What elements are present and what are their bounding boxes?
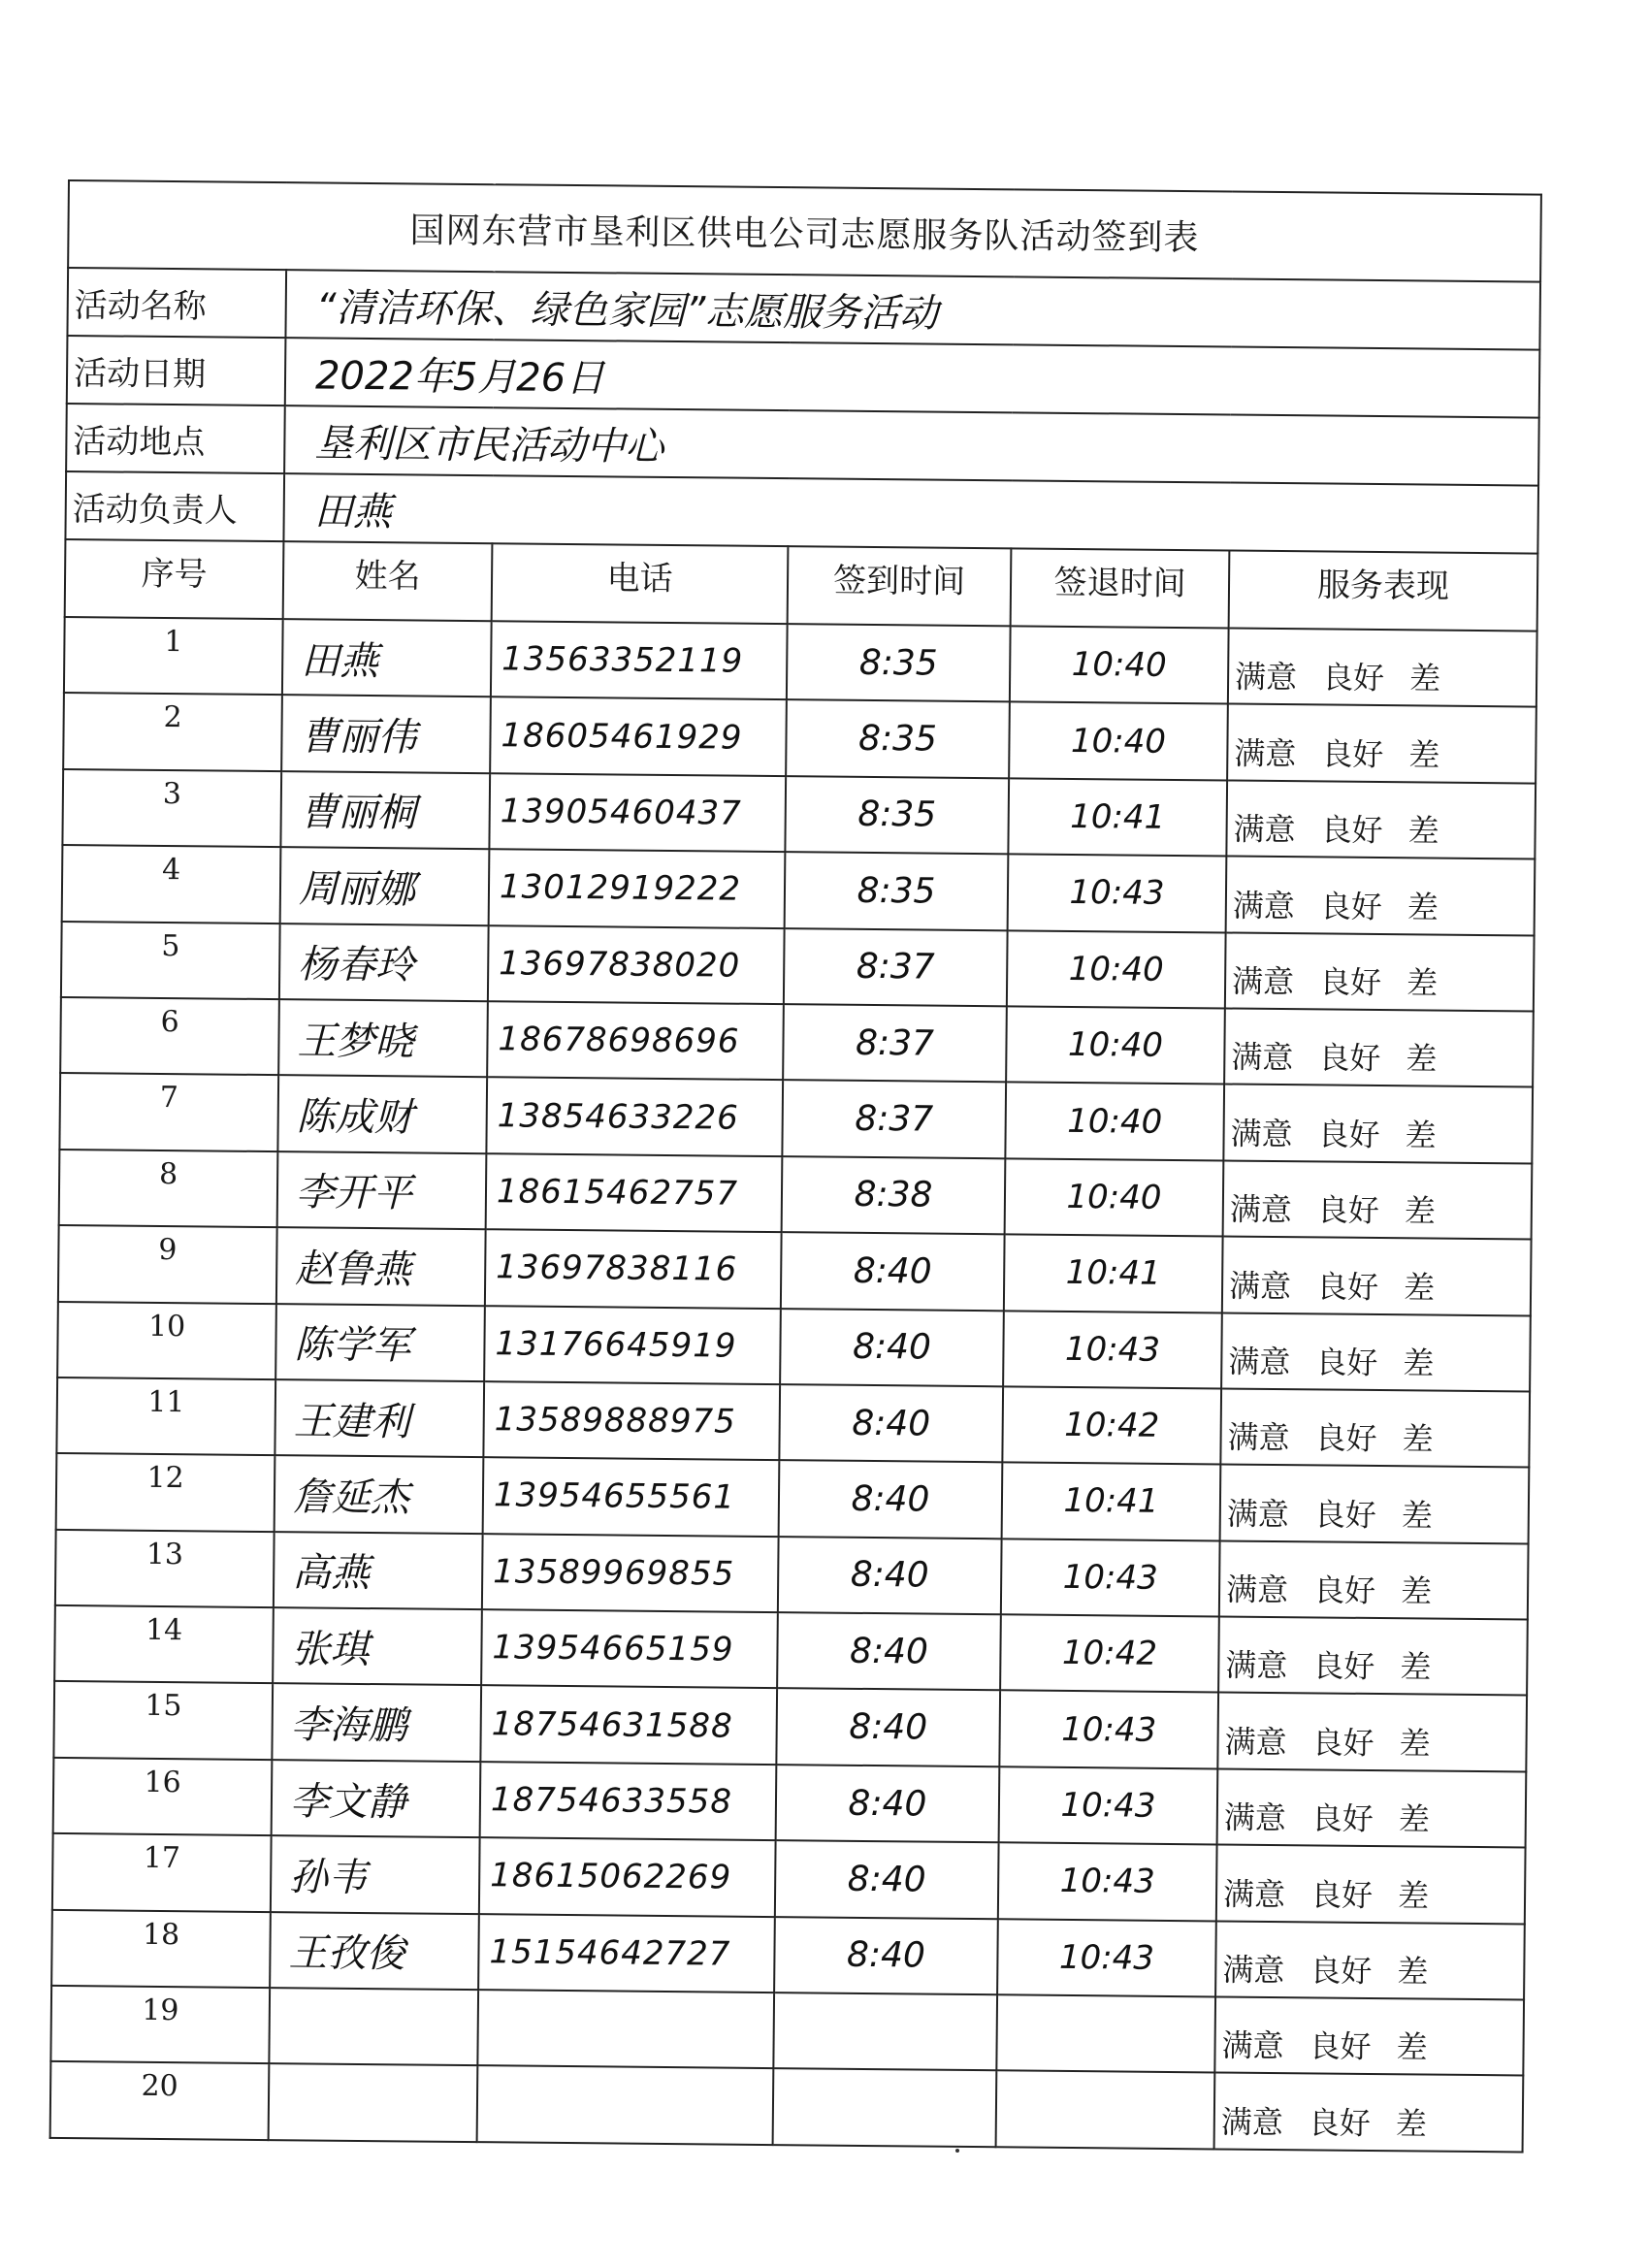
performance-option[interactable]: 良好 [1313, 1496, 1377, 1534]
sign-out-time: 10:41 [1004, 1234, 1223, 1312]
sign-out-time: 10:42 [1002, 1386, 1221, 1465]
activity-date-value: 2022年5月26日 [285, 338, 1540, 417]
performance-option[interactable]: 差 [1398, 1800, 1431, 1838]
attendee-name: 陈学军 [275, 1304, 485, 1381]
performance-option[interactable]: 差 [1401, 1496, 1434, 1535]
performance-options [1215, 1921, 1525, 1999]
performance-option[interactable]: 良好 [1317, 1116, 1380, 1153]
performance-option[interactable]: 差 [1402, 1420, 1434, 1458]
performance-options [1226, 857, 1536, 935]
performance-options [1226, 780, 1536, 859]
performance-options [1222, 1237, 1532, 1315]
performance-option[interactable]: 满意 [1234, 734, 1297, 772]
row-number: 17 [52, 1833, 272, 1912]
performance-option[interactable]: 满意 [1224, 1723, 1287, 1761]
performance-option[interactable]: 良好 [1312, 1647, 1375, 1686]
sign-in-time: 8:40 [779, 1384, 1003, 1463]
attendee-name: 李文静 [272, 1760, 481, 1837]
sign-in-time: 8:40 [774, 1917, 998, 1995]
row-number: 6 [60, 997, 279, 1076]
performance-option[interactable]: 良好 [1315, 1267, 1379, 1306]
table-row [56, 1377, 1530, 1468]
performance-option[interactable]: 差 [1397, 1953, 1429, 1991]
performance-option[interactable]: 满意 [1225, 1571, 1289, 1609]
attendee-name: 杨春玲 [279, 923, 489, 1001]
performance-option[interactable]: 满意 [1231, 962, 1295, 1001]
performance-option[interactable]: 差 [1407, 812, 1439, 850]
performance-options [1214, 1996, 1524, 2075]
table-row [56, 1453, 1530, 1543]
sign-in-time: 8:35 [785, 852, 1009, 930]
activity-leader-value: 田燕 [283, 473, 1538, 553]
performance-options [1223, 1085, 1533, 1163]
performance-option[interactable]: 差 [1400, 1648, 1432, 1687]
attendee-phone: 13589888975 [483, 1381, 780, 1460]
form-title: 国网东营市垦利区供电公司志愿服务队活动签到表 [68, 180, 1541, 282]
performance-option[interactable]: 差 [1406, 1040, 1438, 1078]
column-header-performance: 服务表现 [1229, 551, 1538, 632]
performance-option[interactable]: 差 [1403, 1268, 1436, 1307]
table-row [63, 693, 1536, 783]
attendee-phone: 13563352119 [491, 621, 788, 699]
row-number: 5 [61, 922, 280, 1000]
sign-in-time [773, 2068, 997, 2147]
row-number: 4 [62, 845, 281, 923]
sign-out-time [996, 1994, 1215, 2073]
attendee-name [269, 1988, 478, 2065]
activity-leader-label: 活动负责人 [65, 471, 284, 541]
sign-in-time: 8:35 [787, 624, 1011, 702]
performance-options [1224, 1008, 1534, 1086]
attendee-phone: 13954655561 [483, 1457, 780, 1536]
performance-option[interactable]: 满意 [1226, 1495, 1290, 1533]
sign-in-table [49, 179, 1542, 2153]
performance-option[interactable]: 良好 [1309, 2027, 1372, 2066]
attendee-name: 李开平 [277, 1151, 487, 1229]
performance-option[interactable]: 满意 [1220, 2103, 1284, 2141]
sign-out-time: 10:41 [1002, 1463, 1221, 1541]
performance-options [1214, 2073, 1524, 2152]
attendee-phone: 13854633226 [486, 1078, 783, 1156]
row-number: 18 [51, 1910, 271, 1989]
activity-place-label: 活动地点 [66, 404, 285, 473]
performance-options [1223, 1160, 1533, 1239]
sign-in-time: 8:40 [779, 1460, 1003, 1539]
performance-option[interactable]: 满意 [1234, 658, 1298, 697]
performance-options [1217, 1693, 1527, 1771]
sign-in-sheet [50, 179, 1540, 2143]
sign-in-time: 8:40 [776, 1765, 1000, 1843]
attendee-phone: 18615062269 [479, 1837, 776, 1916]
performance-option[interactable]: 差 [1408, 660, 1441, 697]
sign-in-time: 8:40 [781, 1232, 1005, 1311]
performance-option[interactable]: 差 [1406, 964, 1439, 1002]
attendee-phone: 13697838116 [485, 1229, 782, 1308]
performance-option[interactable]: 良好 [1316, 1191, 1380, 1230]
sign-in-time: 8:37 [784, 928, 1008, 1007]
sign-in-time: 8:40 [776, 1689, 1000, 1767]
table-row [50, 2061, 1524, 2152]
performance-options [1228, 629, 1537, 707]
sign-out-time: 10:41 [1008, 778, 1227, 857]
attendee-name: 陈成财 [277, 1075, 487, 1152]
table-row [64, 617, 1537, 707]
sign-in-time: 8:35 [785, 776, 1009, 855]
attendee-name: 赵鲁燕 [276, 1227, 486, 1305]
attendee-phone: 13012919222 [489, 849, 786, 927]
row-number: 1 [64, 617, 283, 696]
sign-in-time: 8:35 [786, 700, 1010, 779]
attendee-phone: 13905460437 [489, 773, 786, 852]
performance-option[interactable]: 良好 [1318, 963, 1382, 1001]
row-number: 8 [59, 1150, 278, 1228]
attendee-phone: 18754631588 [480, 1686, 777, 1765]
row-number: 10 [57, 1301, 276, 1379]
performance-options [1225, 932, 1535, 1011]
table-row [62, 769, 1536, 859]
attendee-name: 李海鹏 [272, 1684, 481, 1762]
performance-option[interactable]: 差 [1400, 1572, 1433, 1610]
performance-options [1220, 1388, 1530, 1467]
sign-out-time: 10:43 [999, 1691, 1218, 1769]
sign-in-time: 8:40 [775, 1840, 999, 1919]
activity-date-label: 活动日期 [67, 336, 286, 405]
attendee-name: 王孜俊 [270, 1912, 479, 1990]
performance-option[interactable]: 满意 [1233, 810, 1296, 849]
sign-out-time: 10:40 [1006, 1006, 1225, 1085]
sign-out-time: 10:40 [1007, 930, 1226, 1009]
table-row [62, 845, 1536, 935]
row-number: 15 [53, 1681, 273, 1760]
row-number: 12 [56, 1453, 275, 1532]
row-number: 9 [58, 1225, 277, 1304]
row-number: 7 [59, 1073, 278, 1151]
performance-option[interactable]: 满意 [1228, 1267, 1292, 1305]
row-number: 13 [55, 1530, 275, 1608]
attendee-phone: 15154642727 [478, 1914, 775, 1993]
performance-option[interactable]: 良好 [1314, 1419, 1377, 1458]
sign-out-time: 10:40 [1005, 1158, 1224, 1237]
sign-in-time: 8:40 [777, 1612, 1001, 1691]
attendee-phone: 13954665159 [481, 1609, 778, 1688]
performance-options [1219, 1540, 1529, 1619]
table-row [53, 1758, 1527, 1848]
attendee-phone: 18605461929 [490, 697, 787, 776]
sign-out-time: 10:42 [1000, 1614, 1219, 1693]
performance-option[interactable]: 满意 [1227, 1418, 1290, 1457]
activity-name-value: “清洁环保、绿色家园”志愿服务活动 [285, 270, 1540, 349]
sign-in-time: 8:40 [778, 1537, 1002, 1615]
performance-option[interactable]: 差 [1408, 736, 1440, 774]
sign-out-time: 10:43 [1008, 855, 1227, 933]
performance-option[interactable]: 良好 [1321, 735, 1384, 773]
attendee-phone: 18678698696 [487, 1001, 784, 1080]
performance-option[interactable]: 满意 [1232, 887, 1296, 924]
performance-option[interactable]: 满意 [1230, 1115, 1293, 1152]
performance-option[interactable]: 差 [1404, 1192, 1437, 1230]
performance-option[interactable]: 良好 [1319, 887, 1383, 925]
table-row [55, 1530, 1529, 1620]
table-row [59, 1073, 1533, 1163]
row-number: 2 [63, 693, 282, 771]
attendee-phone: 13697838020 [488, 925, 785, 1004]
sign-out-time: 10:40 [1009, 702, 1228, 781]
performance-option[interactable]: 良好 [1318, 1039, 1381, 1078]
performance-option[interactable]: 差 [1397, 1876, 1430, 1915]
performance-options [1217, 1768, 1527, 1847]
performance-option[interactable]: 差 [1406, 888, 1439, 926]
performance-option[interactable]: 满意 [1223, 1798, 1287, 1837]
table-row [58, 1225, 1532, 1315]
performance-option[interactable]: 满意 [1222, 1875, 1286, 1913]
performance-option[interactable]: 良好 [1310, 1799, 1374, 1838]
sign-in-time: 8:40 [780, 1309, 1004, 1387]
performance-option[interactable]: 良好 [1315, 1344, 1378, 1381]
column-header-no: 序号 [65, 539, 284, 619]
performance-option[interactable]: 差 [1396, 2028, 1428, 2066]
performance-option[interactable]: 差 [1405, 1117, 1437, 1154]
performance-option[interactable]: 良好 [1321, 659, 1385, 697]
attendee-name [269, 2064, 478, 2142]
row-number: 14 [54, 1605, 274, 1684]
column-header-sign-out: 签退时间 [1011, 548, 1230, 628]
performance-options [1220, 1465, 1530, 1543]
attendee-name: 周丽娜 [280, 847, 490, 924]
sign-out-time: 10:43 [999, 1766, 1218, 1845]
performance-option[interactable]: 差 [1395, 2105, 1428, 2143]
sign-in-time: 8:37 [783, 1004, 1007, 1083]
performance-option[interactable]: 良好 [1310, 1876, 1374, 1914]
attendee-phone: 18754633558 [480, 1762, 777, 1840]
performance-option[interactable]: 良好 [1312, 1571, 1376, 1610]
attendee-name: 詹延杰 [275, 1455, 484, 1533]
performance-option[interactable]: 差 [1403, 1345, 1435, 1382]
table-row [54, 1605, 1528, 1696]
column-header-name: 姓名 [283, 541, 493, 621]
attendee-name: 曹丽桐 [280, 771, 490, 849]
performance-option[interactable]: 满意 [1225, 1646, 1288, 1685]
table-row [57, 1301, 1531, 1391]
performance-option[interactable]: 满意 [1228, 1343, 1291, 1381]
table-row [60, 997, 1534, 1087]
sign-out-time: 10:43 [998, 1843, 1217, 1922]
attendee-name: 张琪 [273, 1607, 482, 1685]
attendee-name: 王建利 [275, 1379, 484, 1457]
column-header-phone: 电话 [492, 543, 789, 624]
attendee-phone: 13176645919 [484, 1306, 781, 1384]
column-header-sign-in: 签到时间 [788, 546, 1012, 626]
row-number: 3 [62, 769, 281, 848]
attendee-name: 田燕 [282, 619, 492, 697]
performance-option[interactable]: 差 [1399, 1725, 1431, 1763]
table-row [53, 1681, 1527, 1771]
table-row [50, 1986, 1524, 2076]
performance-option[interactable]: 良好 [1310, 1952, 1373, 1991]
performance-option[interactable]: 满意 [1222, 1951, 1285, 1990]
performance-option[interactable]: 满意 [1229, 1190, 1293, 1229]
sign-out-time: 10:43 [1003, 1311, 1222, 1389]
table-row [51, 1910, 1525, 2000]
attendee-name: 高燕 [274, 1532, 483, 1609]
table-row [59, 1150, 1533, 1240]
performance-option[interactable]: 满意 [1231, 1038, 1294, 1077]
sign-in-time: 8:38 [782, 1156, 1006, 1235]
sign-out-time [996, 2071, 1215, 2150]
table-row [61, 922, 1535, 1012]
performance-options [1216, 1845, 1526, 1924]
attendee-name: 王梦晓 [278, 999, 488, 1077]
attendee-name: 孙韦 [271, 1835, 480, 1913]
attendee-phone: 18615462757 [486, 1153, 783, 1232]
performance-option[interactable]: 良好 [1320, 811, 1383, 850]
row-number: 11 [56, 1377, 275, 1456]
sign-out-time: 10:40 [1010, 626, 1229, 704]
sign-in-time: 8:37 [782, 1080, 1006, 1158]
performance-options [1221, 1312, 1531, 1391]
performance-option[interactable]: 良好 [1308, 2104, 1372, 2142]
attendee-phone [477, 1990, 774, 2068]
activity-place-value: 垦利区市民活动中心 [284, 405, 1539, 485]
sign-out-time: 10:43 [997, 1919, 1216, 1997]
table-row [52, 1833, 1526, 1924]
performance-options [1227, 704, 1536, 783]
sign-out-time: 10:40 [1005, 1083, 1224, 1161]
performance-option[interactable]: 满意 [1221, 2026, 1284, 2065]
row-number: 20 [50, 2061, 270, 2140]
row-number: 19 [50, 1986, 270, 2064]
sign-out-time: 10:43 [1001, 1539, 1220, 1617]
activity-name-label: 活动名称 [67, 268, 286, 338]
attendee-phone: 13589969855 [482, 1534, 779, 1612]
attendee-phone [477, 2066, 774, 2145]
sign-in-time [773, 1993, 997, 2071]
performance-options [1218, 1617, 1528, 1696]
scan-speck [955, 2149, 959, 2153]
attendee-name: 曹丽伟 [281, 696, 491, 773]
performance-option[interactable]: 良好 [1311, 1724, 1374, 1762]
row-number: 16 [53, 1758, 273, 1836]
